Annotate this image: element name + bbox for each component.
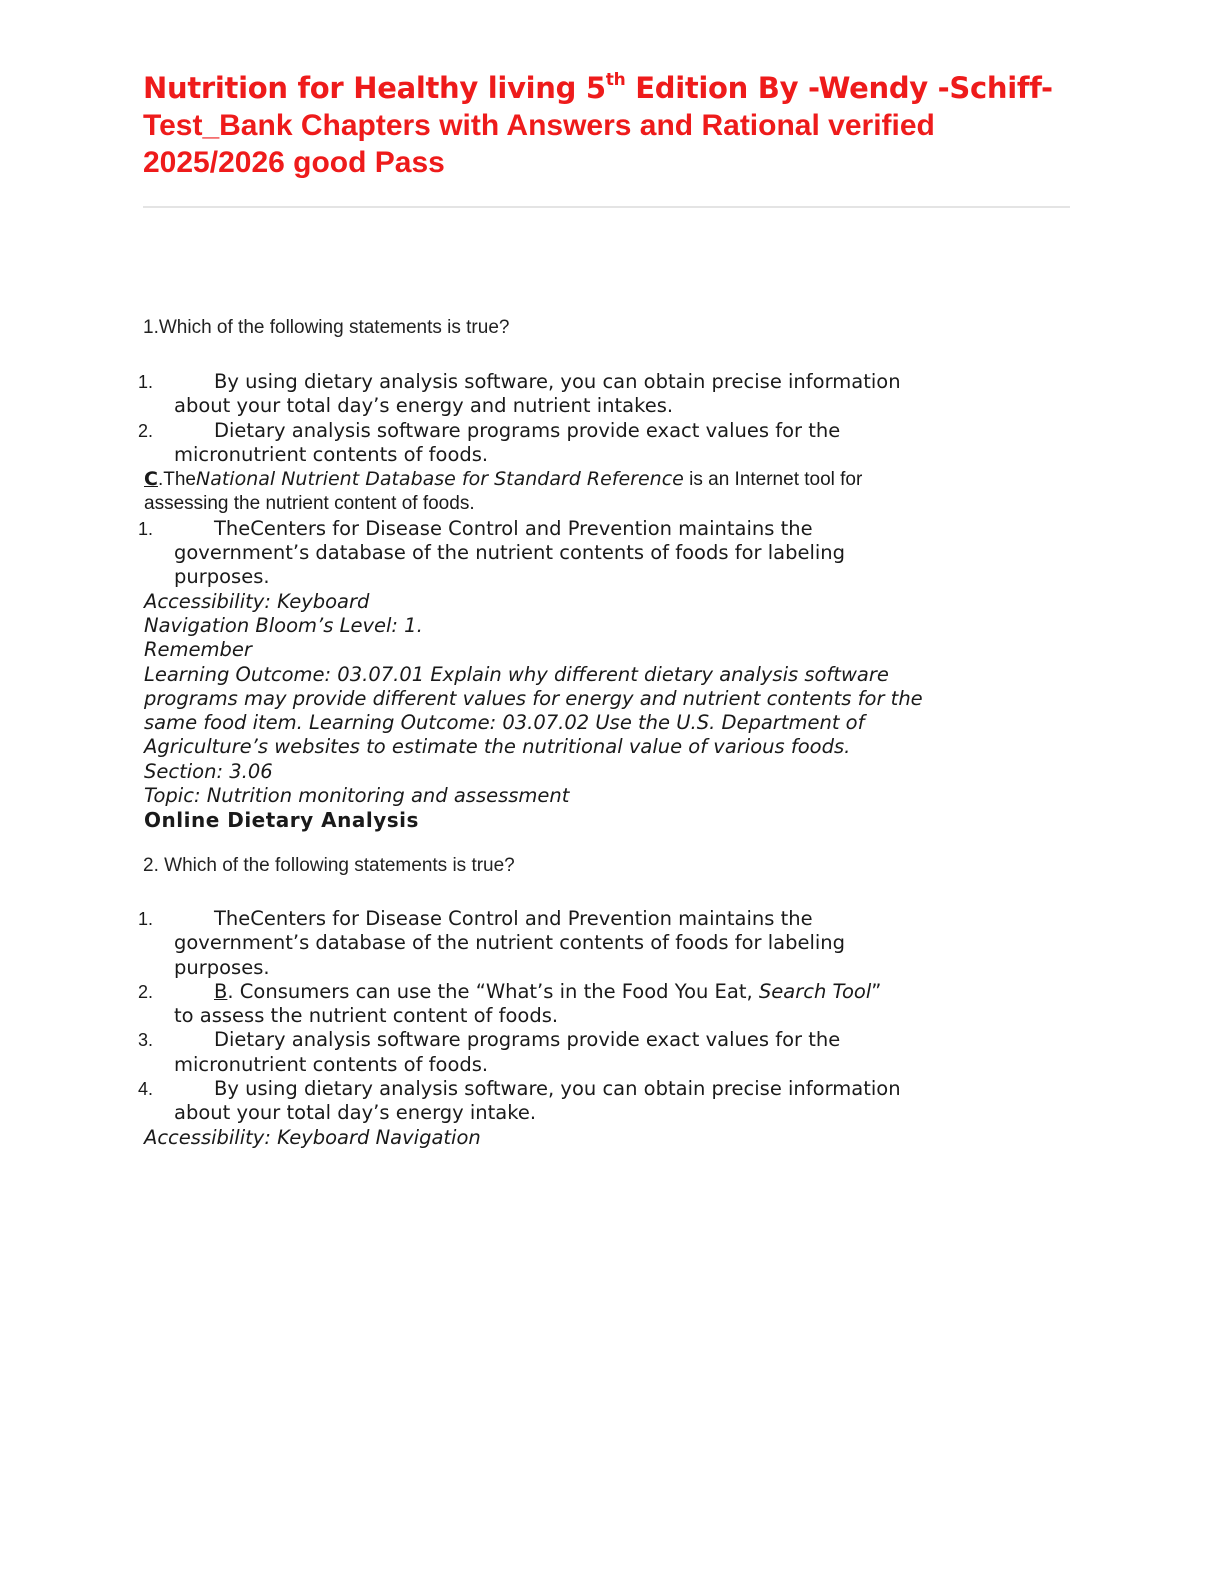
q1-meta-remember: Remember [144, 638, 252, 662]
q1-option-1: 1. By using dietary analysis software, you can obtain precise information about your total day’s energy and nutrient intakes. [138, 370, 901, 418]
q1-outcome-3: same food item. Learning Outcome: 03.07.02 Use the U.S. Department of [144, 711, 865, 735]
title-line-1: Nutrition for Healthy living 5th Edition By -Wendy -Schiff- [143, 70, 1053, 105]
question-1-options [138, 370, 1038, 833]
q2-option-2-correct: 2. B. Consumers can use the “What’s in the Food You Eat, Search Tool” to assess the nutrient content of foods. [138, 979, 882, 1028]
title-divider [143, 206, 1070, 208]
q1-option-4: 1. TheCenters for Disease Control and Prevention maintains the government’s database of the nutrient contents of foods for labeling purposes. [138, 516, 846, 589]
question-1-prompt: 1.Which of the following statements is true? [143, 317, 510, 338]
q1-meta-accessibility: Accessibility: Keyboard [144, 589, 370, 613]
q1-topic: Topic: Nutrition monitoring and assessment [144, 784, 570, 808]
q1-outcome-1: Learning Outcome: 03.07.01 Explain why different dietary analysis software [144, 662, 889, 686]
q1-correct-answer: C.TheNational Nutrient Database for Standard Reference is an Internet tool for [144, 468, 863, 491]
q1-correct-answer-cont: assessing the nutrient content of foods. [144, 493, 475, 515]
q2-option-1: 1. TheCenters for Disease Control and Prevention maintains the government’s database of the nutrient contents of foods for labeling purposes. [138, 907, 846, 979]
q1-meta-bloom: Navigation Bloom’s Level: 1. [144, 613, 423, 637]
document-title [143, 70, 1083, 181]
q1-outcome-4: Agriculture’s websites to estimate the nutritional value of various foods. [144, 735, 851, 759]
q1-outcome-2: programs may provide different values for energy and nutrient contents for the [144, 686, 923, 710]
title-line-3: 2025/2026 good Pass [143, 146, 445, 179]
question-2-prompt: 2. Which of the following statements is true? [143, 855, 515, 876]
question-2-options [138, 907, 1038, 1150]
q1-option-2: 2. Dietary analysis software programs provide exact values for the micronutrient contents of foods. [138, 418, 841, 466]
q2-option-3: 3. Dietary analysis software programs provide exact values for the micronutrient contents of foods. [138, 1028, 841, 1076]
q1-section: Section: 3.06 [144, 759, 273, 783]
q2-option-4: 4. By using dietary analysis software, you can obtain precise information about your total day’s energy intake. [138, 1077, 901, 1125]
q1-section-heading: Online Dietary Analysis [144, 808, 419, 833]
q2-meta-accessibility: Accessibility: Keyboard Navigation [144, 1125, 481, 1149]
title-line-2: Test_Bank Chapters with Answers and Rational verified [143, 109, 935, 142]
